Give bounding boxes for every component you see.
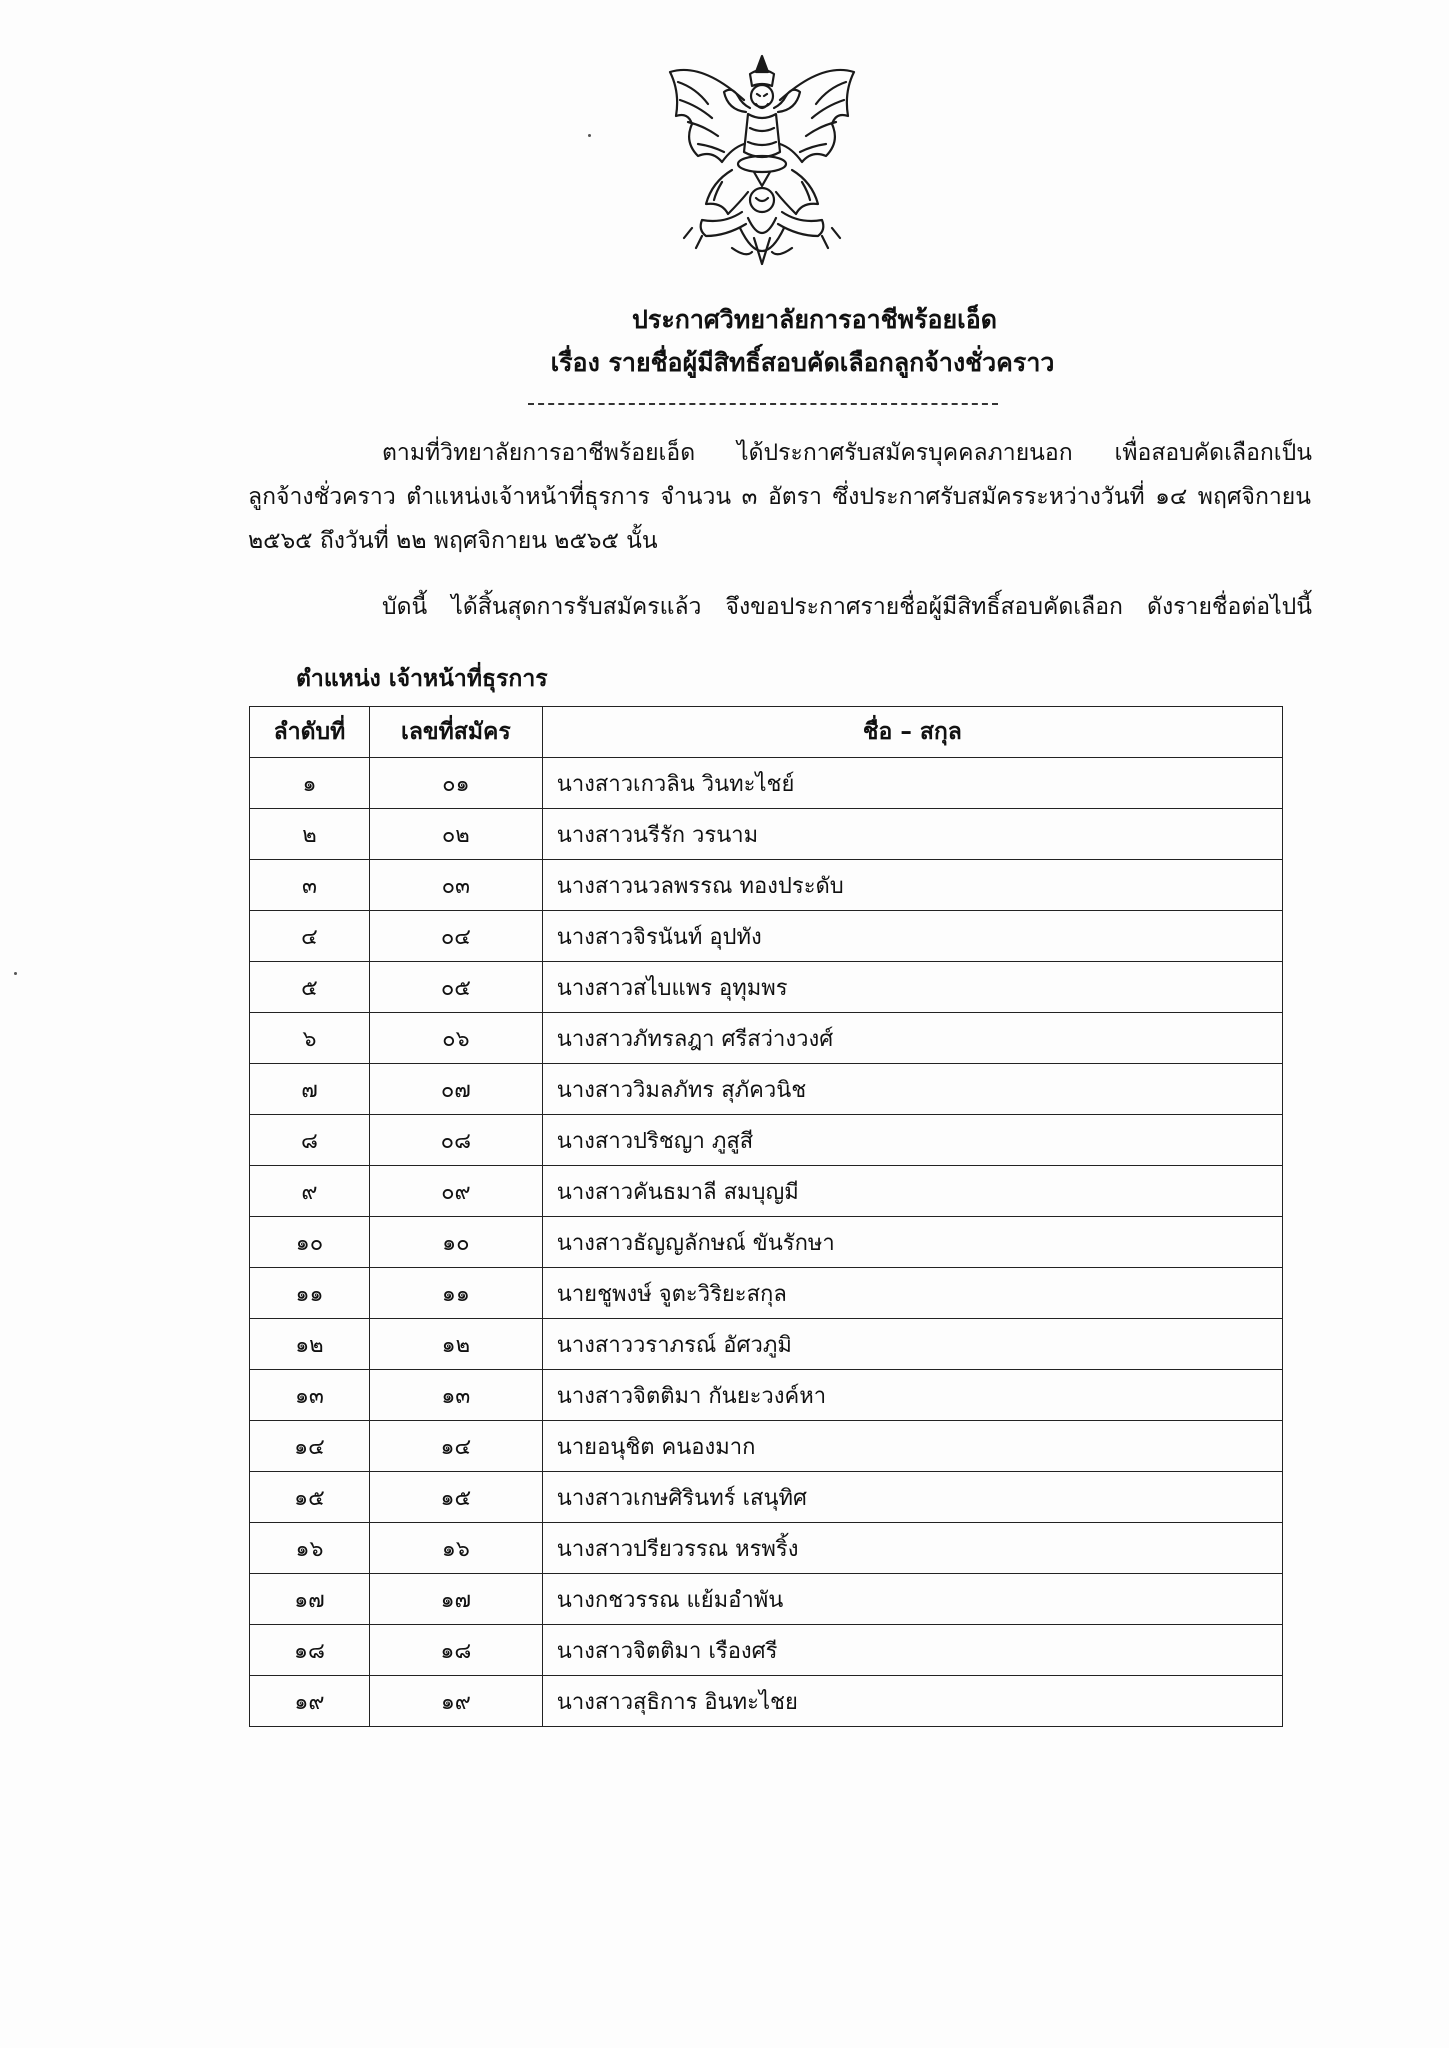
row-order: ๑๗ — [250, 1574, 370, 1625]
row-full-name: นางสาววราภรณ์ อัศวภูมิ — [542, 1319, 1282, 1370]
row-full-name: นางสาววิมลภัทร สุภัควนิช — [542, 1064, 1282, 1115]
row-order: ๒ — [250, 809, 370, 860]
row-application-number: ๐๙ — [369, 1166, 542, 1217]
scan-speck — [14, 972, 17, 975]
row-full-name: นางสาวเกษศิรินทร์ เสนุทิศ — [542, 1472, 1282, 1523]
row-application-number: ๐๓ — [369, 860, 542, 911]
row-full-name: นางสาวสุธิการ อินทะไชย — [542, 1676, 1282, 1727]
row-order: ๓ — [250, 860, 370, 911]
row-application-number: ๐๑ — [369, 758, 542, 809]
table-row — [250, 758, 1283, 809]
position-label: ตำแหน่ง เจ้าหน้าที่ธุรการ — [296, 666, 548, 692]
row-full-name: นางสาวนวลพรรณ ทองประดับ — [542, 860, 1282, 911]
intro-paragraph-line-1: ตามที่วิทยาลัยการอาชีพร้อยเอ็ด ได้ประกาศรับสมัครบุคคลภายนอก เพื่อสอบคัดเลือกเป็น — [382, 440, 1312, 466]
row-application-number: ๑๗ — [369, 1574, 542, 1625]
row-application-number: ๐๗ — [369, 1064, 542, 1115]
row-application-number: ๑๖ — [369, 1523, 542, 1574]
row-application-number: ๐๕ — [369, 962, 542, 1013]
table-row — [250, 1472, 1283, 1523]
row-application-number: ๑๓ — [369, 1370, 542, 1421]
table-row — [250, 1319, 1283, 1370]
row-full-name: นางสาวคันธมาลี สมบุญมี — [542, 1166, 1282, 1217]
intro-paragraph-line-3: ๒๕๖๕ ถึงวันที่ ๒๒ พฤศจิกายน ๒๕๖๕ นั้น — [248, 528, 658, 554]
table-row — [250, 1523, 1283, 1574]
row-application-number: ๐๖ — [369, 1013, 542, 1064]
row-application-number: ๑๘ — [369, 1625, 542, 1676]
table-row — [250, 1115, 1283, 1166]
row-order: ๑๖ — [250, 1523, 370, 1574]
row-order: ๑ — [250, 758, 370, 809]
row-application-number: ๑๕ — [369, 1472, 542, 1523]
row-order: ๑๔ — [250, 1421, 370, 1472]
row-order: ๖ — [250, 1013, 370, 1064]
candidate-table — [249, 706, 1283, 1727]
row-full-name: นางสาวจิตติมา กันยะวงค์หา — [542, 1370, 1282, 1421]
table-row — [250, 1625, 1283, 1676]
table-row — [250, 1676, 1283, 1727]
row-order: ๑๓ — [250, 1370, 370, 1421]
scan-speck — [588, 134, 591, 137]
closing-paragraph: บัดนี้ ได้สิ้นสุดการรับสมัครแล้ว จึงขอประกาศรายชื่อผู้มีสิทธิ์สอบคัดเลือก ดังรายชื่อต่อไปนี้ — [382, 594, 1312, 620]
header-full-name: ชื่อ – สกุล — [542, 707, 1282, 758]
row-application-number: ๑๑ — [369, 1268, 542, 1319]
table-row — [250, 809, 1283, 860]
row-application-number: ๐๔ — [369, 911, 542, 962]
table-body — [250, 758, 1283, 1727]
row-full-name: นางสาวจิรนันท์ อุปทัง — [542, 911, 1282, 962]
announcement-title: ประกาศวิทยาลัยการอาชีพร้อยเอ็ด — [632, 305, 997, 334]
row-full-name: นางสาวเกวลิน วินทะไชย์ — [542, 758, 1282, 809]
row-full-name: นางสาวจิตติมา เรืองศรี — [542, 1625, 1282, 1676]
table-row — [250, 1421, 1283, 1472]
row-order: ๔ — [250, 911, 370, 962]
row-application-number: ๑๔ — [369, 1421, 542, 1472]
row-order: ๑๐ — [250, 1217, 370, 1268]
row-full-name: นางกชวรรณ แย้มอำพัน — [542, 1574, 1282, 1625]
row-order: ๕ — [250, 962, 370, 1013]
table-row — [250, 962, 1283, 1013]
table-row — [250, 1574, 1283, 1625]
table-row — [250, 1013, 1283, 1064]
row-application-number: ๑๐ — [369, 1217, 542, 1268]
row-full-name: นางสาวภัทรลฎา ศรีสว่างวงศ์ — [542, 1013, 1282, 1064]
row-full-name: นางสาวธัญญลักษณ์ ขันรักษา — [542, 1217, 1282, 1268]
table-row — [250, 1064, 1283, 1115]
dashed-divider — [528, 403, 998, 405]
row-application-number: ๑๒ — [369, 1319, 542, 1370]
table-row — [250, 1166, 1283, 1217]
row-full-name: นายอนุชิต คนองมาก — [542, 1421, 1282, 1472]
announcement-subject: เรื่อง รายชื่อผู้มีสิทธิ์สอบคัดเลือกลูกจ้างชั่วคราว — [550, 348, 1055, 377]
row-order: ๑๘ — [250, 1625, 370, 1676]
table-row — [250, 1268, 1283, 1319]
header-order: ลำดับที่ — [250, 707, 370, 758]
row-application-number: ๑๙ — [369, 1676, 542, 1727]
row-order: ๗ — [250, 1064, 370, 1115]
row-order: ๑๑ — [250, 1268, 370, 1319]
row-application-number: ๐๒ — [369, 809, 542, 860]
header-application-number: เลขที่สมัคร — [369, 707, 542, 758]
table-row — [250, 860, 1283, 911]
table-header-row — [250, 707, 1283, 758]
table-row — [250, 1370, 1283, 1421]
row-full-name: นางสาวนรีรัก วรนาม — [542, 809, 1282, 860]
row-order: ๘ — [250, 1115, 370, 1166]
row-order: ๑๕ — [250, 1472, 370, 1523]
row-full-name: นางสาวสไบแพร อุทุมพร — [542, 962, 1282, 1013]
row-application-number: ๐๘ — [369, 1115, 542, 1166]
row-full-name: นางสาวปริชญา ภูสูสี — [542, 1115, 1282, 1166]
garuda-emblem-icon — [662, 52, 862, 274]
row-full-name: นายชูพงษ์ จูตะวิริยะสกุล — [542, 1268, 1282, 1319]
row-order: ๙ — [250, 1166, 370, 1217]
table-row — [250, 911, 1283, 962]
row-order: ๑๒ — [250, 1319, 370, 1370]
table-row — [250, 1217, 1283, 1268]
row-full-name: นางสาวปรียวรรณ หรพริ้ง — [542, 1523, 1282, 1574]
intro-paragraph-line-2: ลูกจ้างชั่วคราว ตำแหน่งเจ้าหน้าที่ธุรการ จำนวน ๓ อัตรา ซึ่งประกาศรับสมัครระหว่างวันที่ ๑๔ พฤศจิกายน — [248, 484, 1311, 510]
row-order: ๑๙ — [250, 1676, 370, 1727]
